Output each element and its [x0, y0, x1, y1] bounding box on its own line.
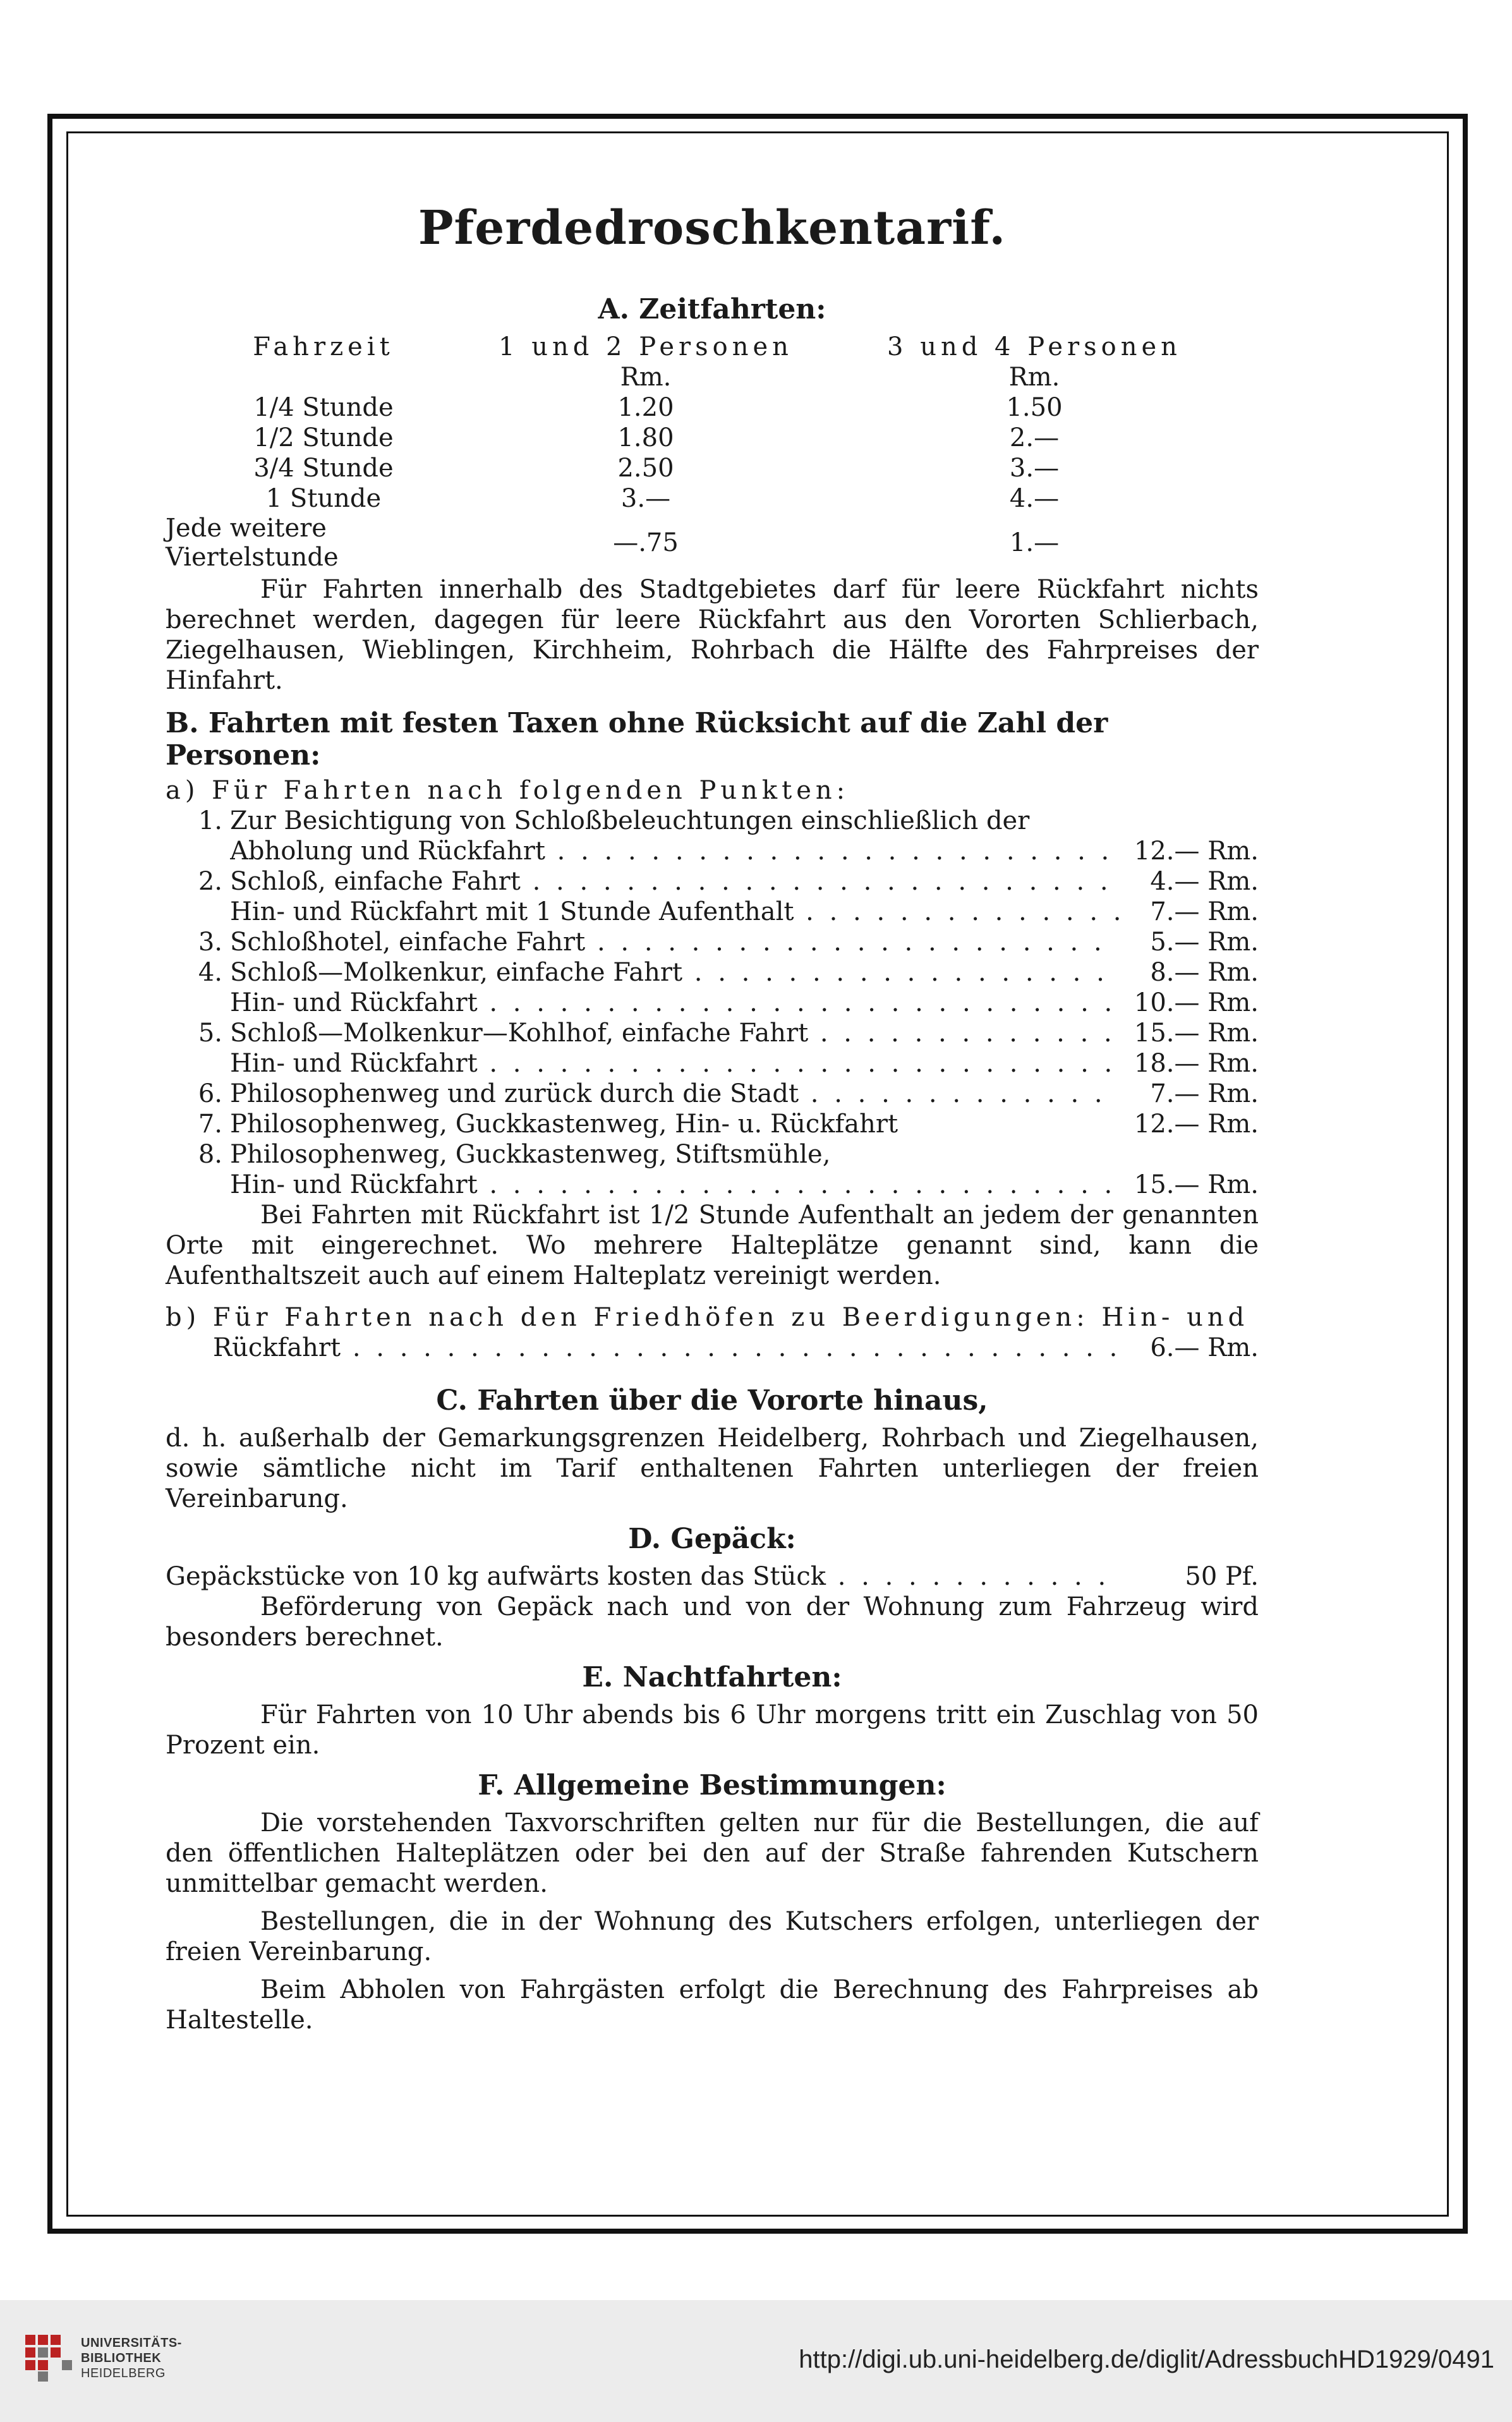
- list-item: [166, 1079, 1259, 1109]
- list-item: [166, 988, 1259, 1018]
- list-item: [166, 927, 1259, 957]
- row-price-12: 1.20: [617, 393, 674, 422]
- item-price: 18.— Rm.: [1134, 1049, 1259, 1078]
- item-number: 1.: [198, 806, 222, 835]
- section-e-text: Für Fahrten von 10 Uhr abends bis 6 Uhr morgens tritt ein Zuschlag von 50 Prozent ein.: [166, 1700, 1259, 1760]
- table-row: [166, 453, 1259, 483]
- item-price: 7.— Rm.: [1150, 897, 1259, 926]
- page-content: [166, 190, 1259, 2035]
- item-price: 6.— Rm.: [1150, 1333, 1259, 1362]
- list-item: [166, 1170, 1259, 1200]
- item-text: Philosophenweg und zurück durch die Stadt: [230, 1079, 799, 1108]
- item-price: 4.— Rm.: [1150, 867, 1259, 896]
- library-name-line: UNIVERSITÄTS-: [81, 2336, 182, 2350]
- item-number: [166, 897, 230, 927]
- item-number: [166, 988, 230, 1018]
- item-text: Schloß, einfache Fahrt: [230, 867, 521, 896]
- item-number: 7.: [198, 1110, 222, 1139]
- section-f-p3: Beim Abholen von Fahrgästen erfolgt die Berechnung des Fahrpreises ab Haltestelle.: [166, 1975, 1259, 2035]
- section-d-text: Beförderung von Gepäck nach und von der Wohnung zum Fahrzeug wird besonders berechnet.: [166, 1592, 1259, 1652]
- section-f-heading: F. Allgemeine Bestimmungen:: [478, 1769, 947, 1801]
- list-item: [166, 957, 1259, 988]
- row-price-34: 1.—: [1009, 528, 1060, 557]
- section-c-text: d. h. außerhalb der Gemarkungsgrenzen Heidelberg, Rohrbach und Ziegelhausen, sowie sämtliche nicht im Tarif enthaltenen Fahrten unterliegen der freien Vereinbarung.: [166, 1424, 1259, 1513]
- column-header: Fahrzeit: [253, 332, 394, 361]
- item-text: Hin- und Rückfahrt: [230, 988, 478, 1017]
- row-time: 1 Stunde: [265, 484, 382, 513]
- list-item: [166, 806, 1259, 836]
- item-text: Zur Besichtigung von Schloßbeleuchtungen einschließlich der: [230, 806, 1030, 835]
- page-title: Pferdedroschkentarif.: [418, 201, 1007, 255]
- section-e-heading: E. Nachtfahrten:: [582, 1661, 842, 1693]
- list-item: [166, 866, 1259, 897]
- table-row: [166, 514, 1259, 572]
- unit-row: [166, 362, 1259, 392]
- item-text: Hin- und Rückfahrt: [230, 1170, 478, 1199]
- item-number: 3.: [198, 928, 222, 957]
- item-text: Gepäckstücke von 10 kg aufwärts kosten das Stück: [166, 1562, 826, 1591]
- item-number: 4.: [198, 958, 222, 987]
- list-item: [166, 1139, 1259, 1170]
- time-fare-table: [166, 332, 1259, 572]
- library-name-line: HEIDELBERG: [81, 2366, 166, 2380]
- item-text: Abholung und Rückfahrt: [230, 837, 545, 866]
- source-url-link[interactable]: http://digi.ub.uni-heidelberg.de/diglit/AdressbuchHD1929/0491: [799, 2346, 1494, 2373]
- item-price: 15.— Rm.: [1134, 1170, 1259, 1199]
- item-price: 7.— Rm.: [1150, 1079, 1259, 1108]
- fixed-fare-list: [166, 806, 1259, 1200]
- row-price-34: 3.—: [1009, 454, 1060, 483]
- list-item: [166, 1333, 1259, 1363]
- column-header: 1 und 2 Personen: [499, 332, 793, 361]
- item-text: Schloß—Molkenkur, einfache Fahrt: [230, 958, 683, 987]
- section-f-p2: Bestellungen, die in der Wohnung des Kutschers erfolgen, unterliegen der freien Vereinbarung.: [166, 1907, 1259, 1966]
- row-price-12: 2.50: [617, 454, 674, 483]
- section-d-heading: D. Gepäck:: [628, 1523, 796, 1555]
- item-price: 10.— Rm.: [1134, 988, 1259, 1017]
- item-text: Philosophenweg, Guckkastenweg, Stiftsmühle,: [230, 1140, 831, 1169]
- section-b-a-label: a) Für Fahrten nach folgenden Punkten:: [166, 776, 850, 805]
- section-a-note: Für Fahrten innerhalb des Stadtgebietes darf für leere Rückfahrt nichts berechnet werden, dagegen für leere Rückfahrt aus den Vororten Schlierbach, Ziegelhausen, Wieblingen, Kirchheim, Rohrbach die Hälfte des Fahrpreises der Hinfahrt.: [166, 575, 1259, 695]
- item-text: Hin- und Rückfahrt mit 1 Stunde Aufenthalt: [230, 897, 794, 926]
- row-price-34: 1.50: [1006, 393, 1063, 422]
- row-price-12: 3.—: [620, 484, 671, 513]
- footer-bar: [0, 2300, 1512, 2422]
- list-item: [166, 836, 1259, 866]
- section-b-note: Bei Fahrten mit Rückfahrt ist 1/2 Stunde Aufenthalt an jedem der genannten Orte mit eingerechnet. Wo mehrere Halteplätze genannt sind, kann die Aufenthaltszeit auch auf einem Halteplatz vereinigt werden.: [166, 1201, 1259, 1290]
- column-header: 3 und 4 Personen: [887, 332, 1182, 361]
- row-time: Jede weitere Viertelstunde: [166, 514, 339, 572]
- item-number: 6.: [198, 1079, 222, 1108]
- list-item: [166, 1109, 1259, 1139]
- item-price: 12.— Rm.: [1134, 1110, 1259, 1139]
- list-item: [166, 1561, 1259, 1592]
- table-row: [166, 392, 1259, 423]
- item-price: 12.— Rm.: [1134, 837, 1259, 866]
- section-c-heading: C. Fahrten über die Vororte hinaus,: [436, 1384, 988, 1417]
- section-b-heading: B. Fahrten mit festen Taxen ohne Rücksicht auf die Zahl der Personen:: [166, 707, 1108, 772]
- section-f-p1: Die vorstehenden Taxvorschriften gelten nur für die Bestellungen, die auf den öffentlichen Halteplätzen oder bei den auf der Straße fahrenden Kutschern unmittelbar gemacht werden.: [166, 1808, 1259, 1898]
- item-text: Rückfahrt: [213, 1333, 341, 1362]
- item-price: 15.— Rm.: [1134, 1019, 1259, 1048]
- table-row: [166, 423, 1259, 453]
- item-text: Schloß—Molkenkur—Kohlhof, einfache Fahrt: [230, 1019, 809, 1048]
- item-price: 5.— Rm.: [1150, 928, 1259, 957]
- list-item: [166, 897, 1259, 927]
- item-number: 5.: [198, 1019, 222, 1048]
- library-logo-icon: [25, 2335, 72, 2382]
- item-price: 8.— Rm.: [1150, 958, 1259, 987]
- unit-label: Rm.: [1008, 363, 1060, 392]
- item-number: 2.: [198, 867, 222, 896]
- row-price-34: 4.—: [1009, 484, 1060, 513]
- row-time: 3/4 Stunde: [253, 454, 394, 483]
- section-a-heading: A. Zeitfahrten:: [598, 293, 826, 325]
- row-time: 1/4 Stunde: [253, 393, 394, 422]
- item-text: Schloßhotel, einfache Fahrt: [230, 928, 586, 957]
- row-price-12: —.75: [613, 528, 679, 557]
- item-price: 50 Pf.: [1185, 1562, 1259, 1591]
- unit-label: Rm.: [620, 363, 672, 392]
- table-header-row: [166, 332, 1259, 362]
- row-price-34: 2.—: [1009, 423, 1060, 452]
- list-item: [166, 1018, 1259, 1048]
- item-number: [166, 1048, 230, 1079]
- item-text: Philosophenweg, Guckkastenweg, Hin- u. Rückfahrt: [230, 1110, 898, 1139]
- library-name: [81, 2335, 182, 2381]
- section-b-b-line: b) Für Fahrten nach den Friedhöfen zu Beerdigungen: Hin- und: [166, 1303, 1249, 1332]
- table-row: [166, 483, 1259, 514]
- item-number: 8.: [198, 1140, 222, 1169]
- library-name-line: BIBLIOTHEK: [81, 2351, 162, 2365]
- list-item: [166, 1048, 1259, 1079]
- row-price-12: 1.80: [617, 423, 674, 452]
- row-time: 1/2 Stunde: [253, 423, 394, 452]
- item-text: Hin- und Rückfahrt: [230, 1049, 478, 1078]
